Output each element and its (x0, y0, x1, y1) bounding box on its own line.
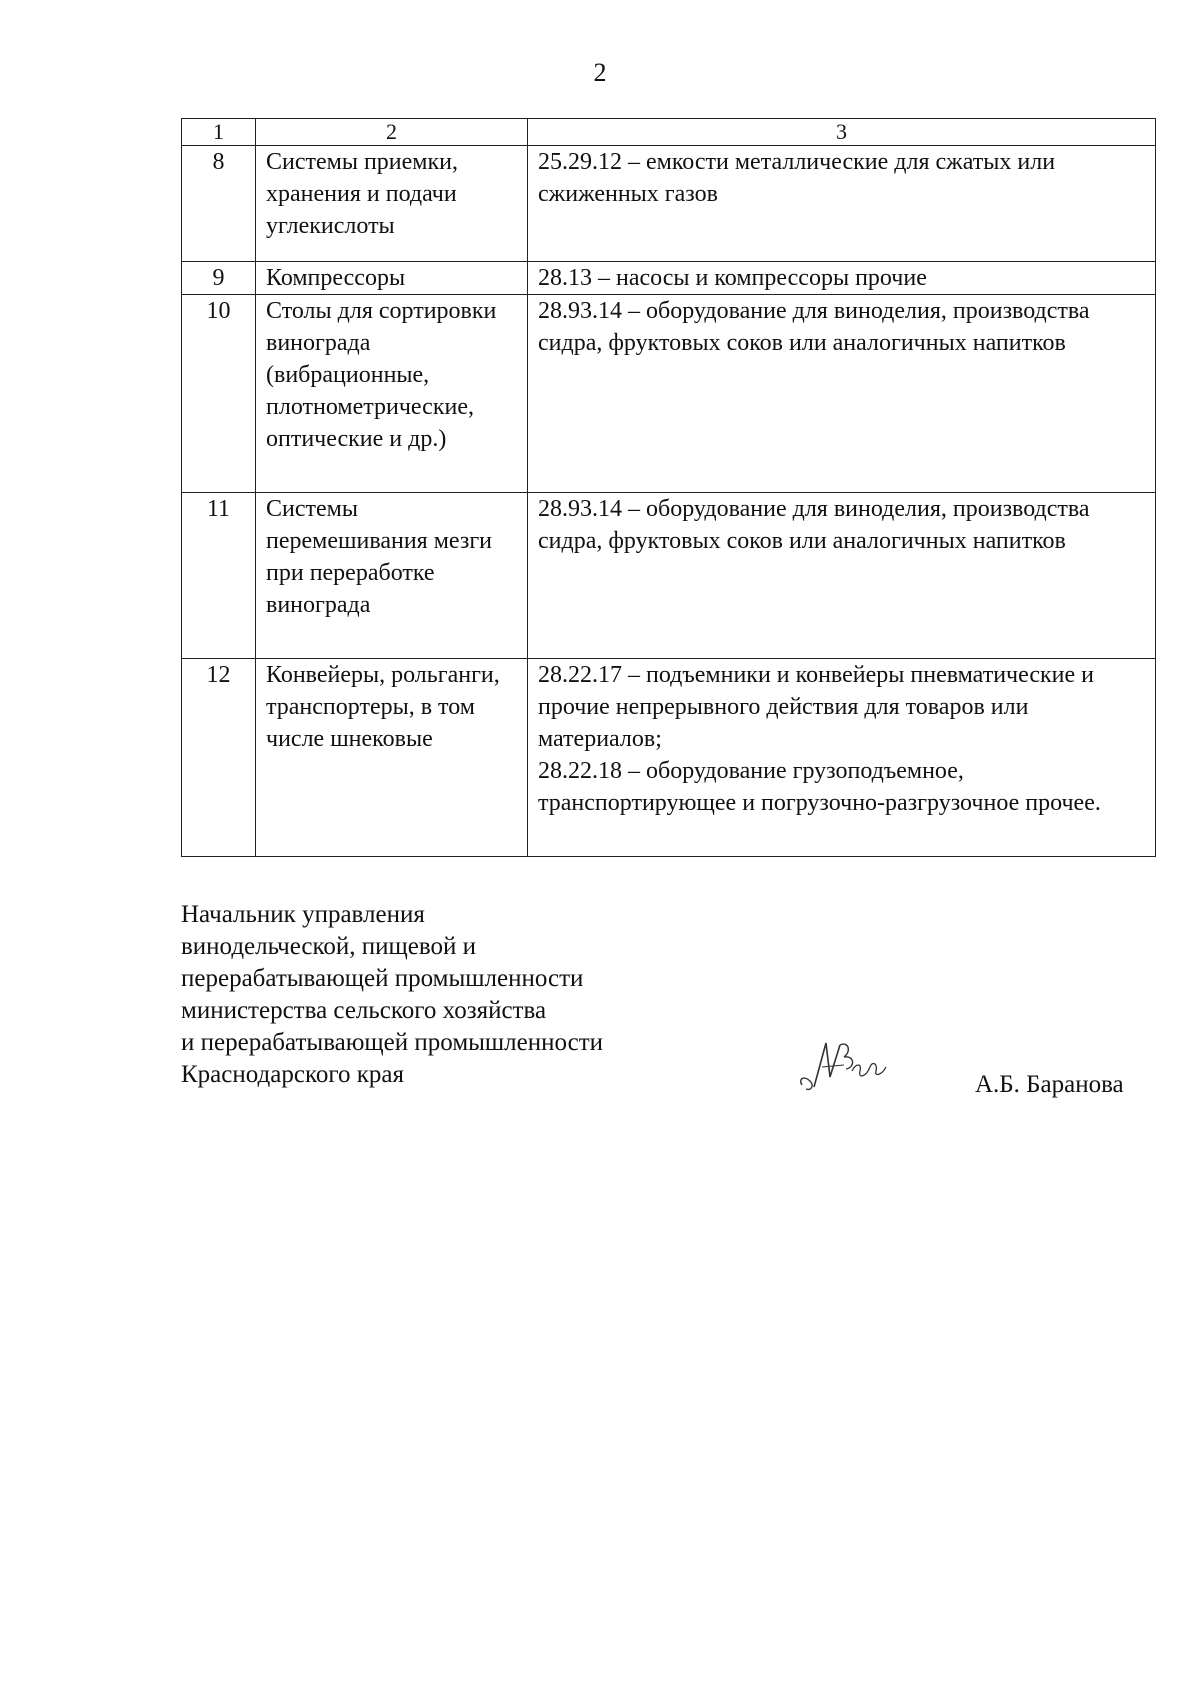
equipment-name: Компрессоры (256, 262, 528, 295)
page-number: 2 (593, 58, 607, 87)
okpd-code: 28.93.14 – оборудование для виноделия, производства сидра, фруктовых соков или аналогичных напитков (528, 295, 1156, 493)
okpd-code: 28.93.14 – оборудование для виноделия, производства сидра, фруктовых соков или аналогичных напитков (528, 493, 1156, 659)
table-row (182, 295, 1156, 493)
header-cell: 1 (182, 119, 256, 146)
okpd-code: 25.29.12 – емкости металлические для сжатых или сжиженных газов (528, 146, 1156, 262)
row-number: 10 (182, 295, 256, 493)
table-header-row (182, 119, 1156, 146)
equipment-name: Столы для сортировки винограда (вибрационные, плотнометрические, оптические и др.) (256, 295, 528, 493)
equipment-table (181, 118, 1156, 857)
equipment-name: Системы приемки, хранения и подачи углекислоты (256, 146, 528, 262)
header-cell: 2 (256, 119, 528, 146)
row-number: 11 (182, 493, 256, 659)
header-cell: 3 (528, 119, 1156, 146)
okpd-code: 28.22.17 – подъемники и конвейеры пневматические и прочие непрерывного действия для товаров или материалов; 28.22.18 – оборудование грузоподъемное, транспортирующее и погрузочно-разгрузочное прочее. (528, 659, 1156, 857)
table-row (182, 262, 1156, 295)
equipment-name: Системы перемешивания мезги при переработке винограда (256, 493, 528, 659)
handwritten-signature (796, 1037, 896, 1095)
table-row (182, 146, 1156, 262)
row-number: 9 (182, 262, 256, 295)
signer-position: Начальник управления винодельческой, пищевой и перерабатывающей промышленности министерства сельского хозяйства и перерабатывающей промышленности Краснодарского края (181, 901, 604, 1088)
equipment-name: Конвейеры, рольганги, транспортеры, в том числе шнековые (256, 659, 528, 857)
table-row (182, 659, 1156, 857)
row-number: 8 (182, 146, 256, 262)
okpd-code: 28.13 – насосы и компрессоры прочие (528, 262, 1156, 295)
signer-name: А.Б. Баранова (975, 1071, 1124, 1098)
table-row (182, 493, 1156, 659)
row-number: 12 (182, 659, 256, 857)
